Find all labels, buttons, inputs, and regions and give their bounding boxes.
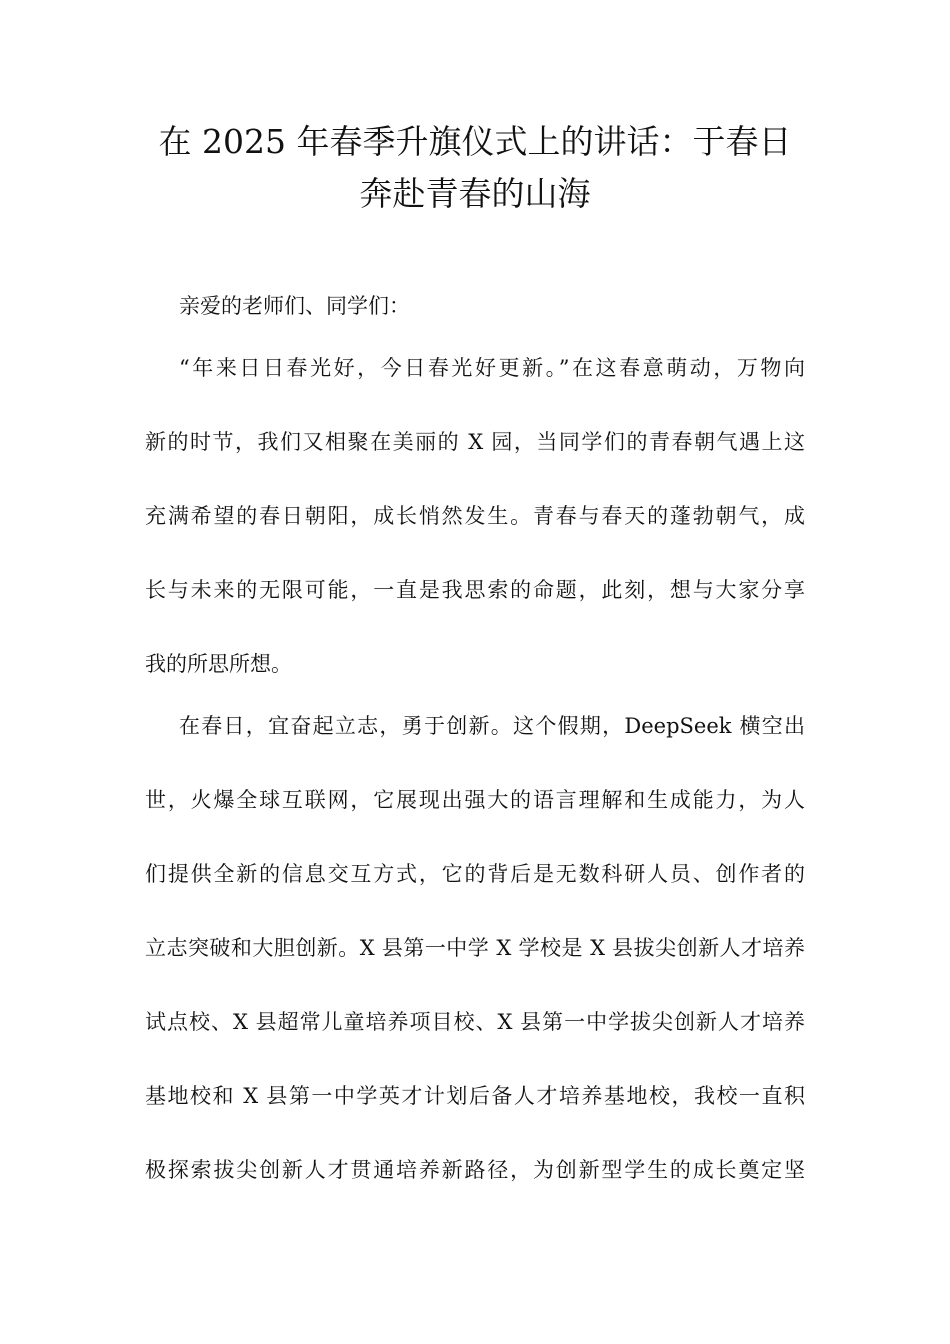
paragraph-2-line-6: 基地校和 X 县第一中学英才计划后备人才培养基地校，我校一直积 bbox=[145, 1084, 805, 1108]
paragraph-2-line-5: 试点校、X 县超常儿童培养项目校、X 县第一中学拔尖创新人才培养 bbox=[145, 1010, 805, 1034]
title-line-1: 在 2025 年春季升旗仪式上的讲话：于春日 bbox=[158, 122, 792, 161]
paragraph-2-line-2: 世，火爆全球互联网，它展现出强大的语言理解和生成能力，为人 bbox=[145, 788, 805, 812]
paragraph-2-line-1: 在春日，宜奋起立志，勇于创新。这个假期，DeepSeek 横空出 bbox=[179, 714, 805, 738]
paragraph-2-line-4: 立志突破和大胆创新。X 县第一中学 X 学校是 X 县拔尖创新人才培养 bbox=[145, 936, 805, 960]
paragraph-2-line-3: 们提供全新的信息交互方式，它的背后是无数科研人员、创作者的 bbox=[145, 862, 805, 886]
salutation: 亲爱的老师们、同学们： bbox=[179, 294, 410, 318]
paragraph-1-line-5: 我的所思所想。 bbox=[145, 652, 292, 676]
paragraph-1-line-2: 新的时节，我们又相聚在美丽的 X 园，当同学们的青春朝气遇上这 bbox=[145, 430, 805, 454]
paragraph-2-line-7: 极探索拔尖创新人才贯通培养新路径，为创新型学生的成长奠定坚 bbox=[145, 1158, 805, 1182]
paragraph-1-line-4: 长与未来的无限可能，一直是我思索的命题，此刻，想与大家分享 bbox=[145, 578, 805, 602]
title-line-2: 奔赴青春的山海 bbox=[359, 174, 591, 213]
paragraph-1-line-3: 充满希望的春日朝阳，成长悄然发生。青春与春天的蓬勃朝气，成 bbox=[145, 504, 805, 528]
document-title bbox=[140, 116, 810, 220]
paragraph-1-line-1: “年来日日春光好，今日春光好更新。”在这春意萌动，万物向 bbox=[179, 356, 805, 380]
